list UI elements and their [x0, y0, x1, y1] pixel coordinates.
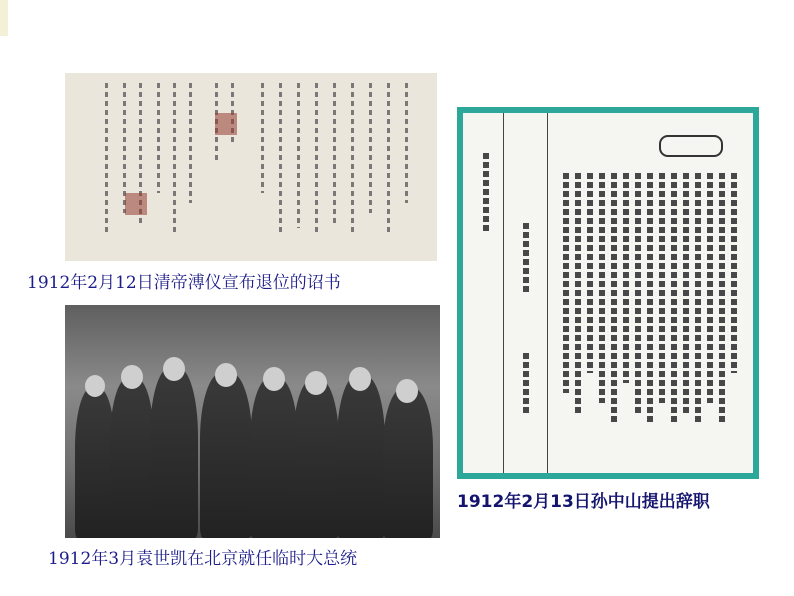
- resignation-caption: 1912年2月13日孙中山提出辞职: [457, 492, 710, 512]
- corner-decoration: [0, 0, 8, 36]
- edict-document-photo: [65, 73, 437, 261]
- inauguration-caption: 1912年3月袁世凯在北京就任临时大总统: [48, 549, 358, 569]
- order-newspaper-photo: [457, 107, 759, 479]
- order-header-emblem: [659, 135, 723, 157]
- edict-caption: 1912年2月12日清帝溥仪宣布退位的诏书: [27, 273, 341, 293]
- newspaper-page: [463, 113, 753, 473]
- inauguration-group-photo: [65, 305, 440, 538]
